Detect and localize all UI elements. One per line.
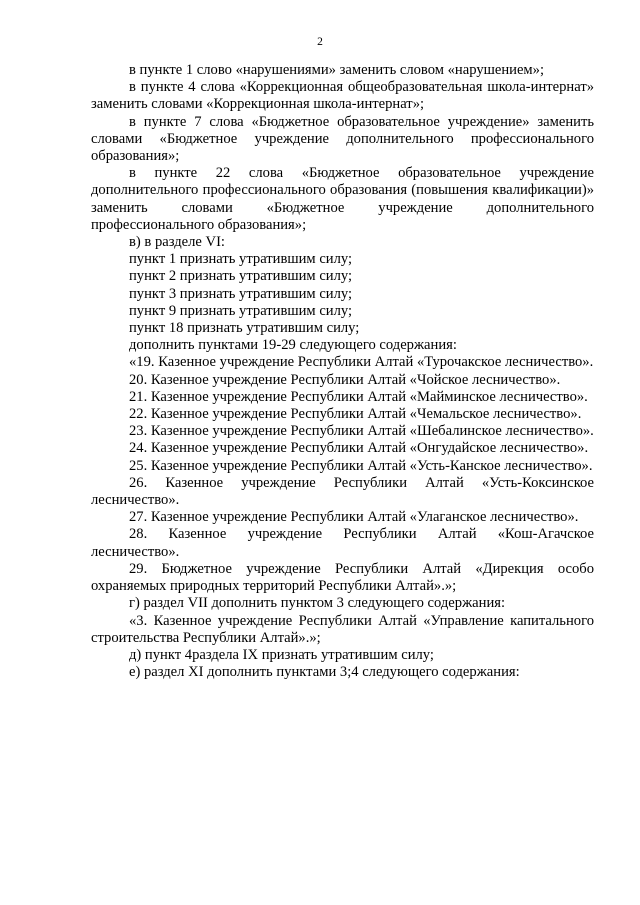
paragraph: д) пункт 4раздела IX признать утратившим силу;: [129, 646, 434, 663]
paragraph: 25. Казенное учреждение Республики Алтай «Усть-Канское лесничество».: [129, 457, 593, 474]
paragraph: 24. Казенное учреждение Республики Алтай «Онгудайское лесничество».: [129, 440, 589, 457]
paragraph: «3. Казенное учреждение Республики Алтай «Управление капитального строительства Республики Алтай».»;: [91, 612, 594, 646]
paragraph: 27. Казенное учреждение Республики Алтай «Улаганское лесничество».: [129, 509, 579, 526]
document-body: [91, 62, 594, 681]
page-number: 2: [317, 36, 323, 48]
paragraph: е) раздел XI дополнить пунктами 3;4 следующего содержания:: [129, 664, 520, 681]
paragraph: 20. Казенное учреждение Республики Алтай «Чойское лесничество».: [129, 371, 561, 388]
paragraph: пункт 18 признать утратившим силу;: [129, 320, 360, 337]
paragraph: г) раздел VII дополнить пунктом 3 следующего содержания:: [129, 595, 506, 612]
paragraph: пункт 3 признать утратившим силу;: [129, 285, 353, 302]
paragraph: в) в разделе VI:: [129, 234, 225, 251]
paragraph: пункт 1 признать утратившим силу;: [129, 251, 353, 268]
paragraph: в пункте 22 слова «Бюджетное образовательное учреждение дополнительного профессионального образования (повышения квалификации)» заменить словами «Бюджетное учреждение дополнительного профессионального образования»;: [91, 165, 594, 233]
paragraph: «19. Казенное учреждение Республики Алтай «Турочакское лесничество».: [129, 354, 594, 371]
paragraph: 22. Казенное учреждение Республики Алтай «Чемальское лесничество».: [129, 406, 582, 423]
paragraph: дополнить пунктами 19-29 следующего содержания:: [129, 337, 457, 354]
paragraph: пункт 9 признать утратившим силу;: [129, 302, 353, 319]
paragraph: в пункте 7 слова «Бюджетное образовательное учреждение» заменить словами «Бюджетное учреждение дополнительного профессионального образования»;: [91, 113, 594, 165]
paragraph: 28. Казенное учреждение Республики Алтай «Кош-Агачское лесничество».: [91, 526, 594, 560]
paragraph: пункт 2 признать утратившим силу;: [129, 268, 353, 285]
paragraph: в пункте 4 слова «Коррекционная общеобразовательная школа-интернат» заменить словами «Коррекционная школа-интернат»;: [91, 79, 594, 113]
paragraph: 21. Казенное учреждение Республики Алтай «Майминское лесничество».: [129, 388, 588, 405]
paragraph: 26. Казенное учреждение Республики Алтай «Усть-Коксинское лесничество».: [91, 474, 594, 509]
paragraph: 29. Бюджетное учреждение Республики Алтай «Дирекция особо охраняемых природных территорий Республики Алтай».»;: [91, 560, 594, 595]
paragraph: в пункте 1 слово «нарушениями» заменить словом «нарушением»;: [129, 62, 545, 78]
paragraph: 23. Казенное учреждение Республики Алтай «Шебалинское лесничество».: [129, 423, 594, 440]
